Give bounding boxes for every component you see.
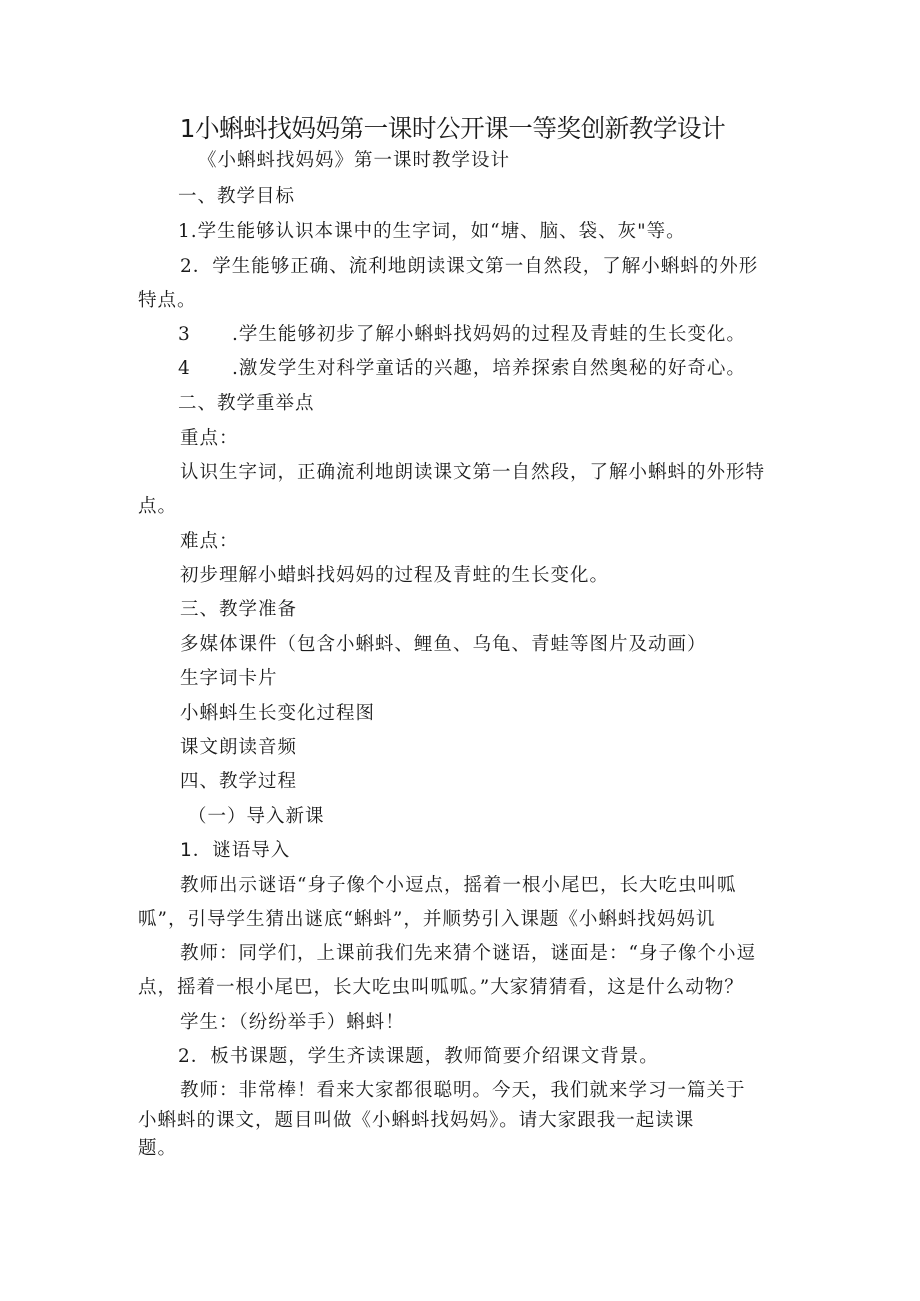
- section-heading: 二、教学重举点: [178, 393, 315, 414]
- text-line: 教师：同学们，上课前我们先来猜个谜语，谜面是：“身子像个小逗: [180, 943, 756, 964]
- text-line: 小蝌蚪生长变化过程图: [180, 703, 376, 724]
- text-line: 3 .学生能够初步了解小蝌蚪找妈妈的过程及青蛙的生长变化。: [178, 324, 746, 345]
- text-line: 课文朗读音频: [180, 737, 298, 758]
- text-line: 难点：: [180, 531, 239, 552]
- section-heading: 四、教学过程: [180, 771, 298, 792]
- text-line: 认识生字词，正确流利地朗读课文第一自然段，了解小蝌蚪的外形特: [180, 462, 766, 483]
- text-line: 点。: [138, 496, 178, 517]
- document-title: 1小蝌蚪找妈妈第一课时公开课一等奖创新教学设计: [179, 114, 726, 143]
- text-line: 教师：非常棒！看来大家都很聪明。今天，我们就来学习一篇关于: [180, 1080, 746, 1101]
- text-line: 2．学生能够正确、流利地朗读课文第一自然段，了解小蝌蚪的外形: [180, 256, 759, 277]
- subtitle-line: 《小蝌蚪找妈妈》第一课时教学设计: [198, 150, 511, 171]
- text-line: 4 .激发学生对科学童话的兴趣，培养探索自然奥秘的好奇心。: [178, 358, 746, 379]
- text-line: 2．板书课题，学生齐读课题，教师简要介绍课文背景。: [178, 1046, 659, 1067]
- text-line: 题。: [138, 1138, 178, 1159]
- text-line: 重点：: [180, 428, 239, 449]
- text-line: 特点。: [138, 290, 197, 311]
- text-line: 点，摇着一根小尾巴，长大吃虫叫呱呱。”大家猜猜看，这是什么动物？: [138, 977, 744, 998]
- section-heading: 一、教学目标: [178, 186, 296, 207]
- text-line: 生字词卡片: [180, 668, 278, 689]
- text-line: 小蝌蚪的课文，题目叫做《小蝌蚪找妈妈》。请大家跟我一起读课: [138, 1110, 695, 1131]
- section-heading: 三、教学准备: [180, 599, 298, 620]
- text-line: 学生：（纷纷举手）蝌蚪！: [180, 1012, 405, 1033]
- text-line: 1.学生能够认识本课中的生字词，如“塘、脑、袋、灰"等。: [178, 221, 686, 242]
- text-line: 1．谜语导入: [180, 840, 291, 861]
- text-line: 教师出示谜语“身子像个小逗点，摇着一根小尾巴，长大吃虫叫呱: [180, 875, 737, 896]
- text-line: 呱”，引导学生猜出谜底“蝌蚪”，并顺势引入课题《小蝌蚪找妈妈讥: [138, 909, 716, 930]
- subsection-heading: （一）导入新课: [188, 806, 325, 827]
- text-line: 初步理解小蜡蚪找妈妈的过程及青蛀的生长变化。: [180, 565, 610, 586]
- text-line: 多媒体课件（包含小蝌蚪、鲤鱼、乌龟、青蛙等图片及动画）: [180, 634, 707, 655]
